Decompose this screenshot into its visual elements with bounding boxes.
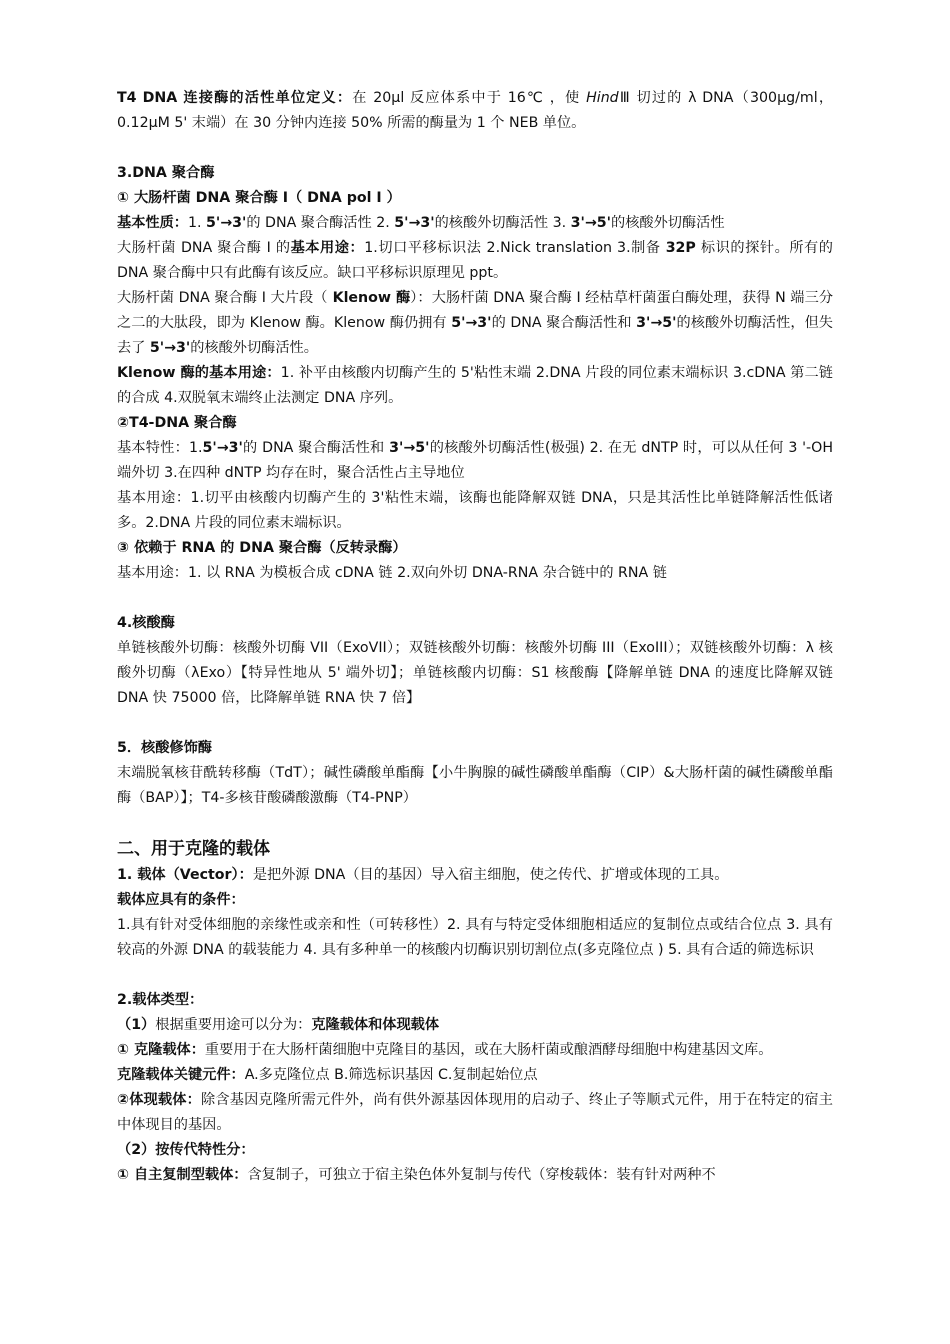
text-run: ②T4-DNA 聚合酶 xyxy=(117,415,237,431)
paragraph-spacer xyxy=(117,711,833,736)
text-run: 基本用途： xyxy=(290,240,365,256)
text-run: 大肠杆菌 DNA 聚合酶 I 大片段（ xyxy=(117,290,328,306)
text-run: 5'→3' xyxy=(202,440,243,456)
text-run: 5．核酸修饰酶 xyxy=(117,740,212,756)
section-heading xyxy=(117,836,833,863)
text-run: 1. 补平由核酸内切酶产生的 5'粘性末端 2.DNA 片段的同位素末端标识 3.cDNA 第二链的合成 4.双脱氧末端终止法测定 DNA 序列。 xyxy=(117,365,833,406)
text-run: T4 DNA 连接酶的活性单位定义： xyxy=(117,90,353,106)
text-run: 3'→5' xyxy=(636,315,677,331)
text-run: 克隆载体和体现载体 xyxy=(311,1017,440,1033)
text-run: 32P xyxy=(665,240,696,256)
text-run: 基本用途：1. 以 RNA 为模板合成 cDNA 链 2.双向外切 DNA-RNA 杂合链中的 RNA 链 xyxy=(117,565,667,581)
text-run: Ⅲ 切过的 λ DNA（300µg/ml，0.12µM 5' 末端）在 30 分钟内连接 50% 所需的酶量为 1 个 NEB 单位。 xyxy=(117,90,834,131)
text-run: 的核酸外切酶活性(极强) 2. 在无 dNTP 时，可以从任何 3 '-OH 端外切 3.在四种 dNTP 均存在时，聚合活性占主导地位 xyxy=(117,440,833,481)
text-run: （1） xyxy=(117,1017,156,1033)
text-run: 的 DNA 聚合酶活性 2. xyxy=(246,215,395,231)
paragraph xyxy=(117,1063,833,1088)
text-run: 含复制子，可独立于宿主染色体外复制与传代（穿梭载体：装有针对两种不 xyxy=(247,1167,716,1183)
paragraph xyxy=(117,1038,833,1063)
text-run: 载体应具有的条件： xyxy=(117,892,245,908)
paragraph xyxy=(117,863,833,888)
text-run: 基本用途：1.切平由核酸内切酶产生的 3'粘性末端，该酶也能降解双链 DNA，只是其活性比单链降解活性低诸多。2.DNA 片段的同位素末端标识。 xyxy=(117,490,833,531)
text-run: 5'→3' xyxy=(394,215,435,231)
paragraph xyxy=(117,361,833,411)
text-run: 标识的探针。所有的 DNA 聚合酶中只有此酶有该反应。缺口平移标识原理见 ppt。 xyxy=(117,240,833,281)
text-run: Klenow 酶的基本用途： xyxy=(117,365,281,381)
paragraph xyxy=(117,186,833,211)
text-run: 大肠杆菌 DNA 聚合酶 I 的 xyxy=(117,240,291,256)
paragraph xyxy=(117,161,833,186)
paragraph xyxy=(117,611,833,636)
paragraph xyxy=(117,486,833,536)
paragraph xyxy=(117,211,833,236)
text-run: ）：大肠杆菌 DNA 聚合酶 I 经枯草杆菌蛋白酶处理，获得 N 端三分之二的大肽段，即为 Klenow 酶。Klenow 酶仍拥有 xyxy=(117,290,834,331)
paragraph xyxy=(117,86,833,136)
text-run: 基本特性：1. xyxy=(117,440,203,456)
paragraph xyxy=(117,411,833,436)
document-body xyxy=(117,86,833,1188)
paragraph xyxy=(117,1013,833,1038)
text-run: 2.载体类型： xyxy=(117,992,204,1008)
paragraph xyxy=(117,536,833,561)
paragraph xyxy=(117,436,833,486)
paragraph-spacer xyxy=(117,811,833,836)
paragraph xyxy=(117,1163,833,1188)
text-run: 基本性质： xyxy=(117,215,188,231)
paragraph xyxy=(117,988,833,1013)
paragraph xyxy=(117,736,833,761)
paragraph-spacer xyxy=(117,963,833,988)
text-run: 单链核酸外切酶：核酸外切酶 VII（ExoVII）；双链核酸外切酶：核酸外切酶 III（ExoIII）；双链核酸外切酶：λ 核酸外切酶（λExo）【特异性地从 5' 端外切】；单链核酸内切酶：S1 核酸酶【降解单链 DNA 的速度比降解双链 DNA 快 75000 倍，比降解单链 RNA 快 7 倍】 xyxy=(117,640,833,706)
text-run: 除含基因克隆所需元件外，尚有供外源基因体现用的启动子、终止子等顺式元件，用于在特定的宿主中体现目的基因。 xyxy=(117,1092,833,1133)
text-run: ②体现载体： xyxy=(117,1092,202,1108)
text-run: 3.DNA 聚合酶 xyxy=(117,165,215,181)
text-run: 5'→3' xyxy=(451,315,492,331)
text-run: 1. 载体（Vector）： xyxy=(117,867,253,883)
text-run: 3'→5' xyxy=(389,440,430,456)
text-run: 末端脱氧核苷酰转移酶（TdT）；碱性磷酸单酯酶【小牛胸腺的碱性磷酸单酯酶（CIP）&大肠杆菌的碱性磷酸单酯酶（BAP）】；T4-多核苷酸磷酸激酶（T4-PNP） xyxy=(117,765,833,806)
paragraph xyxy=(117,561,833,586)
text-run: ① 自主复制型载体： xyxy=(117,1167,248,1183)
text-run: （2）按传代特性分： xyxy=(117,1142,255,1158)
text-run: 的核酸外切酶活性 xyxy=(611,215,725,231)
paragraph-spacer xyxy=(117,136,833,161)
text-run: 1. xyxy=(187,215,206,231)
text-run: ① 克隆载体： xyxy=(117,1042,205,1058)
text-run: 的 DNA 聚合酶活性和 xyxy=(242,440,390,456)
text-run: 重要用于在大肠杆菌细胞中克隆目的基因，或在大肠杆菌或酿酒酵母细胞中构建基因文库。 xyxy=(204,1042,773,1058)
paragraph xyxy=(117,1138,833,1163)
text-run: 1.具有针对受体细胞的亲缘性或亲和性（可转移性）2. 具有与特定受体细胞相适应的复制位点或结合位点 3. 具有较高的外源 DNA 的载装能力 4. 具有多种单一的核酸内切酶识别切割位点(多克隆位点 ) 5. 具有合适的筛选标识 xyxy=(117,917,833,958)
paragraph xyxy=(117,1088,833,1138)
text-run: 5'→3' xyxy=(149,340,191,356)
text-run: Hind xyxy=(586,90,619,106)
text-run: 根据重要用途可以分为： xyxy=(155,1017,312,1033)
text-run: 3'→5' xyxy=(570,215,611,231)
text-run: ① 大肠杆菌 DNA 聚合酶 I（ DNA pol I ） xyxy=(117,190,401,206)
text-run: 克隆载体关键元件： xyxy=(117,1067,245,1083)
text-run: A.多克隆位点 B.筛选标识基因 C.复制起始位点 xyxy=(244,1067,538,1083)
paragraph xyxy=(117,888,833,913)
text-run: ③ 依赖于 RNA 的 DNA 聚合酶（反转录酶） xyxy=(117,540,407,556)
paragraph xyxy=(117,636,833,711)
text-run: 的核酸外切酶活性。 xyxy=(190,340,318,356)
paragraph xyxy=(117,236,833,286)
text-run: 在 20µl 反应体系中于 16℃ ，使 xyxy=(352,90,587,106)
text-run: Klenow 酶 xyxy=(327,290,411,306)
paragraph-spacer xyxy=(117,586,833,611)
text-run: 二、用于克隆的载体 xyxy=(117,839,270,859)
text-run: 5'→3' xyxy=(206,215,247,231)
text-run: 是把外源 DNA（目的基因）导入宿主细胞，使之传代、扩增或体现的工具。 xyxy=(252,867,729,883)
paragraph xyxy=(117,286,833,361)
text-run: 的核酸外切酶活性，但失去了 xyxy=(117,315,833,356)
text-run: 1.切口平移标识法 2.Nick translation 3.制备 xyxy=(364,240,666,256)
text-run: 的 DNA 聚合酶活性和 xyxy=(491,315,637,331)
paragraph xyxy=(117,761,833,811)
paragraph xyxy=(117,913,833,963)
text-run: 的核酸外切酶活性 3. xyxy=(434,215,571,231)
text-run: 4.核酸酶 xyxy=(117,615,175,631)
